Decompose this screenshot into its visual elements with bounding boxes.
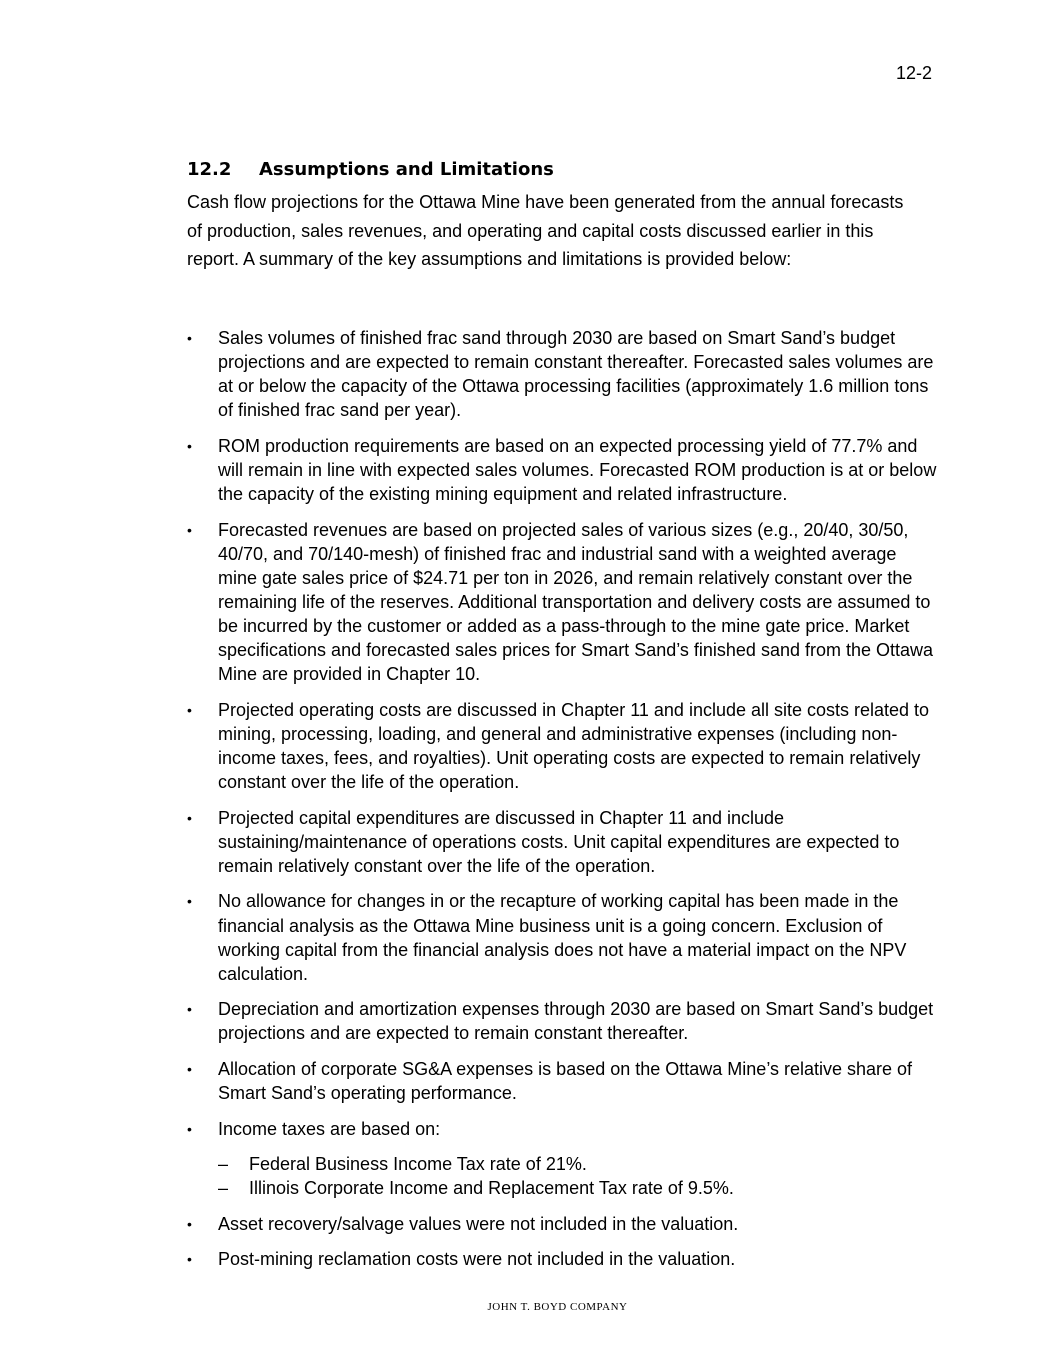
sub-list-item — [218, 1176, 937, 1200]
bullet-icon: • — [187, 437, 192, 454]
list-item-text: Post-mining reclamation costs were not included in the valuation. — [218, 1249, 736, 1270]
list-item — [187, 434, 937, 506]
sub-list-item-text: Federal Business Income Tax rate of 21%. — [249, 1153, 587, 1174]
bullet-icon: • — [187, 1061, 192, 1078]
list-item — [187, 1057, 937, 1105]
list-item — [187, 698, 937, 794]
list-item — [187, 889, 937, 985]
bullet-icon: • — [187, 893, 192, 910]
list-item-text: No allowance for changes in or the recapture of working capital has been made in the financial analysis as the Ottawa Mine business unit is a going concern. Exclusion of working capital from the financial analysis does not have a material impact on the NPV calculation. — [218, 891, 907, 984]
section-heading — [187, 158, 554, 182]
list-item-text: Projected capital expenditures are discussed in Chapter 11 and include sustaining/maintenance of operations costs. Unit capital expenditures are expected to remain relatively constant over the life of the operation. — [218, 807, 900, 876]
intro-paragraph: Cash flow projections for the Ottawa Mine have been generated from the annual forecasts of production, sales revenues, and operating and capital costs discussed earlier in this report. A summary of the key assumptions and limitations is provided below: — [187, 192, 904, 269]
bullet-icon: • — [187, 809, 192, 826]
section-title: Assumptions and Limitations — [259, 159, 554, 180]
bullet-icon: • — [187, 1251, 192, 1268]
bullet-icon: • — [187, 330, 192, 346]
assumptions-list — [187, 326, 937, 1283]
bullet-icon: • — [187, 521, 192, 538]
list-item — [187, 326, 937, 422]
list-item-text: Allocation of corporate SG&A expenses is based on the Ottawa Mine’s relative share of Smart Sand’s operating performance. — [218, 1059, 913, 1104]
sub-list-item-text: Illinois Corporate Income and Replacement Tax rate of 9.5%. — [249, 1177, 734, 1198]
income-taxes-label: Income taxes are based on: — [218, 1118, 441, 1139]
bullet-icon: • — [187, 1120, 192, 1137]
list-item-text: Sales volumes of finished frac sand through 2030 are based on Smart Sand’s budget projections and are expected to remain constant thereafter. Forecasted sales volumes are at or below the capacity of the Ottawa processing facilities (approximately 1.6 million tons of finished frac sand per year). — [218, 328, 934, 421]
list-item — [187, 1247, 937, 1271]
footer-company-name: JOHN T. BOYD COMPANY — [487, 1301, 628, 1313]
list-item-text: ROM production requirements are based on an expected processing yield of 77.7% and will remain in line with expected sales volumes. Forecasted ROM production is at or below the capacity of the existing mining equipment and related infrastructure. — [218, 435, 937, 505]
list-item-text: Forecasted revenues are based on projected sales of various sizes (e.g., 20/40, 30/50, 40/70, and 70/140-mesh) of finished frac and industrial sand with a weighted average mine gate sales price of $24.71 per ton in 2026, and remain relatively constant over the remaining life of the reserves. Additional transportation and delivery costs are assumed to be incurred by the customer or added as a pass-through to the mine gate price. Market specifications and forecasted sales prices for Smart Sand’s finished sand from the Ottawa Mine are provided in Chapter 10. — [218, 519, 934, 685]
list-item — [187, 997, 937, 1045]
income-taxes-item — [187, 1117, 937, 1200]
list-item-text: Asset recovery/salvage values were not included in the valuation. — [218, 1213, 739, 1234]
list-item — [187, 518, 937, 687]
sub-list-item — [218, 1152, 937, 1176]
bullet-icon: • — [187, 701, 192, 718]
list-item — [187, 806, 937, 878]
dash-icon: – — [218, 1177, 229, 1198]
list-item-text: Depreciation and amortization expenses through 2030 are based on Smart Sand’s budget projections and are expected to remain constant thereafter. — [218, 999, 934, 1044]
page-number: 12-2 — [895, 63, 932, 83]
list-item-text: Projected operating costs are discussed in Chapter 11 and include all site costs related to mining, processing, loading, and general and administrative expenses (including non-income taxes, fees, and royalties). Unit operating costs are expected to remain relatively constant over the life of the operation. — [218, 699, 930, 793]
dash-icon: – — [218, 1153, 229, 1174]
income-taxes-sublist — [218, 1152, 937, 1200]
list-item — [187, 1212, 937, 1236]
section-number: 12.2 — [187, 159, 232, 180]
bullet-icon: • — [187, 1215, 192, 1232]
bullet-icon: • — [187, 1001, 192, 1018]
